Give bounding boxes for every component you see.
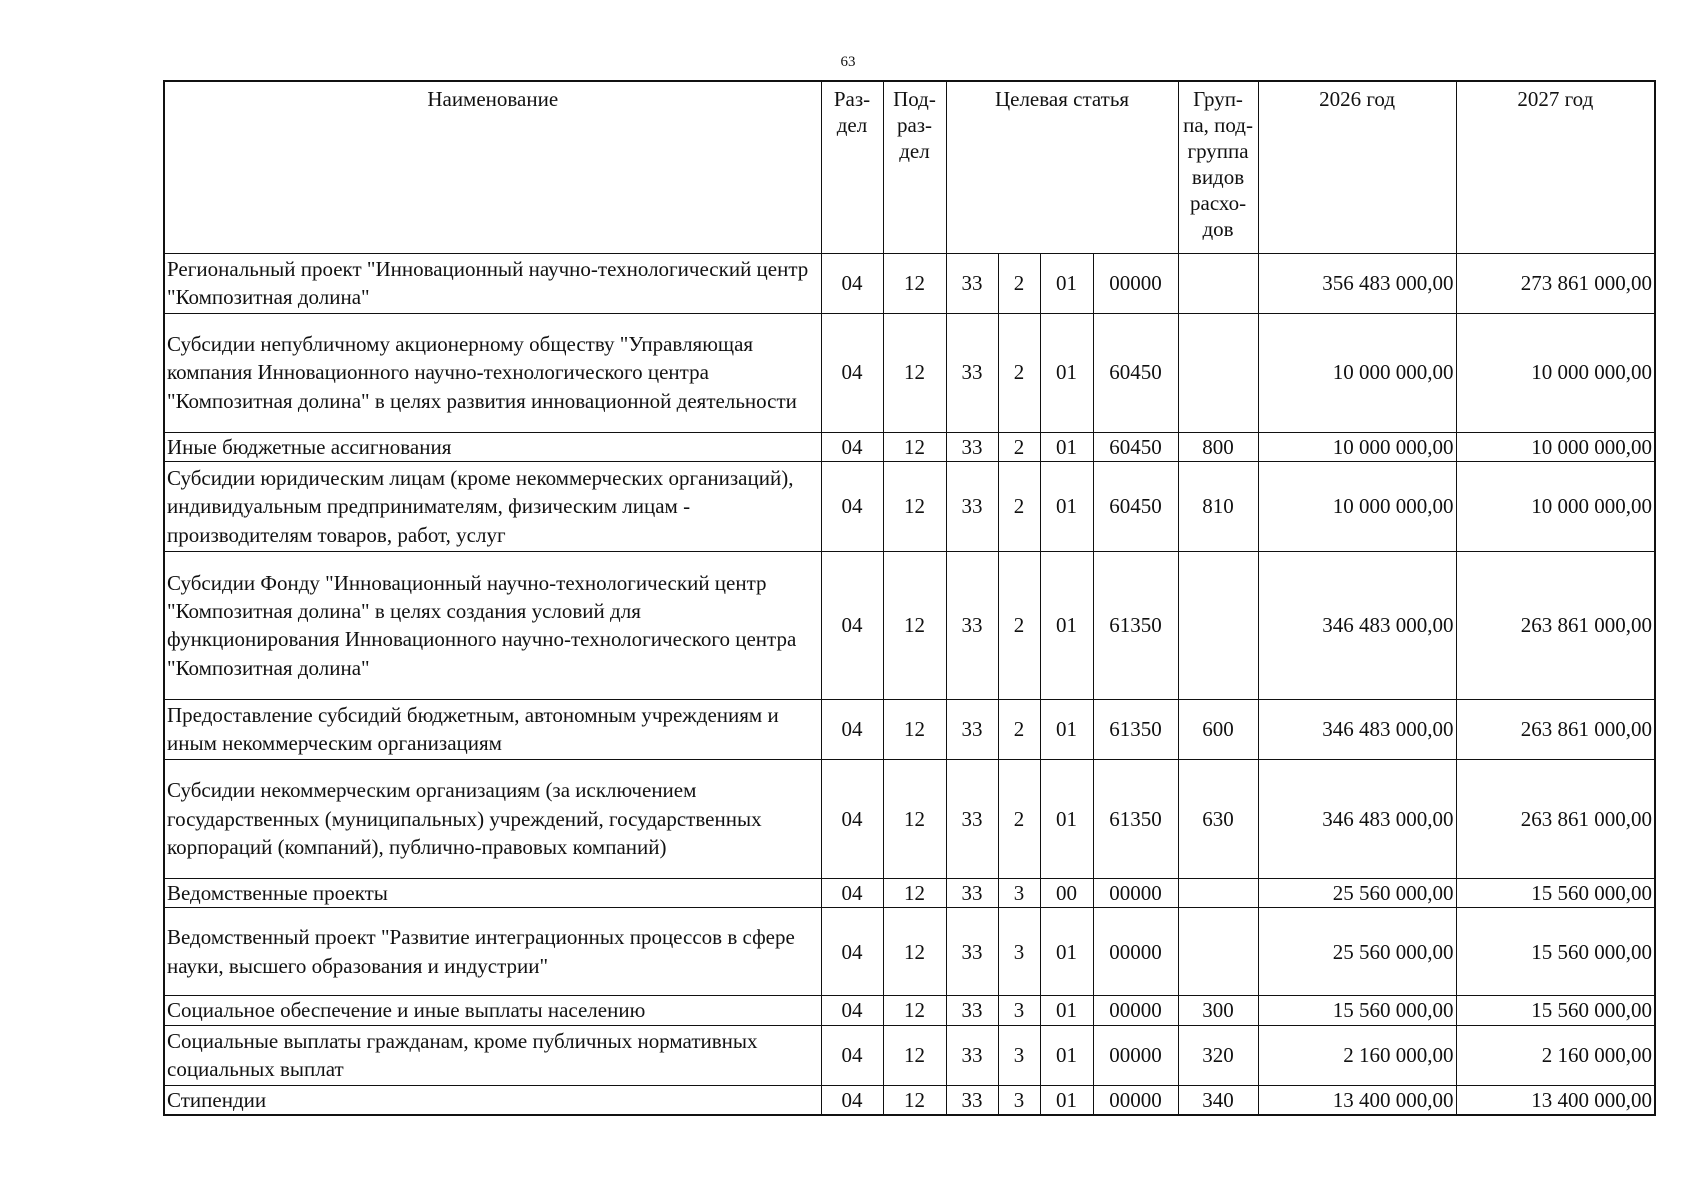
row-target-program: 33 [946,461,998,551]
row-target-program: 33 [946,878,998,907]
row-amount-2027: 10 000 000,00 [1456,432,1655,461]
row-section: 04 [821,759,883,878]
row-amount-2026: 15 560 000,00 [1258,996,1456,1025]
table-body [164,253,1655,1115]
row-expense-group [1178,908,1258,996]
row-expense-group: 300 [1178,996,1258,1025]
row-name: Социальные выплаты гражданам, кроме публичных нормативных социальных выплат [164,1025,821,1085]
table-row [164,1085,1655,1115]
row-expense-group [1178,551,1258,699]
row-target-project: 01 [1040,432,1093,461]
row-name: Субсидии непубличному акционерному обществу "Управляющая компания Инновационного научно-технологического центра "Композитная долина" в целях развития инновационной деятельности [164,313,821,432]
row-target-type: 3 [998,1025,1040,1085]
row-amount-2027: 10 000 000,00 [1456,313,1655,432]
row-target-project: 01 [1040,908,1093,996]
header-name: Наименование [164,81,821,253]
row-section: 04 [821,461,883,551]
row-target-direction: 00000 [1093,878,1178,907]
row-expense-group: 340 [1178,1085,1258,1115]
row-amount-2026: 10 000 000,00 [1258,432,1456,461]
row-target-project: 01 [1040,699,1093,759]
row-target-project: 01 [1040,759,1093,878]
page-number: 63 [840,54,856,70]
row-expense-group [1178,253,1258,313]
row-subsection: 12 [883,313,946,432]
header-year-2026: 2026 год [1258,81,1456,253]
row-target-project: 01 [1040,1025,1093,1085]
row-target-program: 33 [946,699,998,759]
row-target-direction: 60450 [1093,461,1178,551]
row-expense-group: 630 [1178,759,1258,878]
row-subsection: 12 [883,996,946,1025]
row-section: 04 [821,1025,883,1085]
row-subsection: 12 [883,253,946,313]
row-section: 04 [821,699,883,759]
row-target-type: 2 [998,699,1040,759]
row-target-program: 33 [946,1085,998,1115]
row-section: 04 [821,432,883,461]
header-row [164,81,1655,253]
row-expense-group [1178,878,1258,907]
row-section: 04 [821,996,883,1025]
row-amount-2027: 263 861 000,00 [1456,551,1655,699]
row-subsection: 12 [883,1085,946,1115]
budget-table [163,80,1656,1116]
table-row [164,313,1655,432]
row-target-project: 00 [1040,878,1093,907]
table-row [164,878,1655,907]
table-row [164,461,1655,551]
row-amount-2027: 2 160 000,00 [1456,1025,1655,1085]
row-target-project: 01 [1040,551,1093,699]
row-target-direction: 00000 [1093,1025,1178,1085]
row-name: Субсидии юридическим лицам (кроме некоммерческих организаций), индивидуальным предпринимателям, физическим лицам - производителям товаров, работ, услуг [164,461,821,551]
row-amount-2026: 25 560 000,00 [1258,878,1456,907]
header-expense-group: Груп- па, под- группа видов расхо- дов [1178,81,1258,253]
row-expense-group: 810 [1178,461,1258,551]
row-amount-2026: 10 000 000,00 [1258,461,1456,551]
row-target-direction: 00000 [1093,253,1178,313]
row-target-program: 33 [946,313,998,432]
row-target-project: 01 [1040,996,1093,1025]
row-amount-2026: 346 483 000,00 [1258,551,1456,699]
table-row [164,759,1655,878]
row-expense-group: 320 [1178,1025,1258,1085]
row-target-project: 01 [1040,313,1093,432]
row-target-direction: 61350 [1093,551,1178,699]
row-section: 04 [821,253,883,313]
header-year-2027: 2027 год [1456,81,1655,253]
row-subsection: 12 [883,699,946,759]
row-amount-2026: 10 000 000,00 [1258,313,1456,432]
row-amount-2026: 25 560 000,00 [1258,908,1456,996]
row-target-direction: 61350 [1093,699,1178,759]
row-target-program: 33 [946,908,998,996]
row-target-direction: 00000 [1093,1085,1178,1115]
row-amount-2026: 2 160 000,00 [1258,1025,1456,1085]
row-target-program: 33 [946,551,998,699]
table-row [164,253,1655,313]
row-amount-2027: 263 861 000,00 [1456,759,1655,878]
row-amount-2026: 356 483 000,00 [1258,253,1456,313]
row-name: Региональный проект "Инновационный научно-технологический центр "Композитная долина" [164,253,821,313]
table-row [164,996,1655,1025]
row-subsection: 12 [883,432,946,461]
row-expense-group [1178,313,1258,432]
row-amount-2027: 13 400 000,00 [1456,1085,1655,1115]
row-target-program: 33 [946,1025,998,1085]
row-section: 04 [821,551,883,699]
row-subsection: 12 [883,759,946,878]
row-subsection: 12 [883,461,946,551]
row-name: Социальное обеспечение и иные выплаты населению [164,996,821,1025]
row-amount-2027: 15 560 000,00 [1456,908,1655,996]
row-name: Ведомственный проект "Развитие интеграционных процессов в сфере науки, высшего образования и индустрии" [164,908,821,996]
row-name: Иные бюджетные ассигнования [164,432,821,461]
row-section: 04 [821,908,883,996]
row-target-project: 01 [1040,1085,1093,1115]
row-target-direction: 00000 [1093,908,1178,996]
row-section: 04 [821,1085,883,1115]
row-amount-2026: 346 483 000,00 [1258,759,1456,878]
row-section: 04 [821,878,883,907]
header-subsection: Под- раз- дел [883,81,946,253]
row-target-type: 2 [998,432,1040,461]
row-subsection: 12 [883,1025,946,1085]
row-amount-2026: 13 400 000,00 [1258,1085,1456,1115]
row-subsection: 12 [883,551,946,699]
row-expense-group: 600 [1178,699,1258,759]
row-target-program: 33 [946,996,998,1025]
header-section: Раз- дел [821,81,883,253]
row-target-direction: 60450 [1093,432,1178,461]
row-name: Стипендии [164,1085,821,1115]
row-name: Субсидии некоммерческим организациям (за исключением государственных (муниципальных) учреждений, государственных корпораций (компаний), публично-правовых компаний) [164,759,821,878]
row-target-project: 01 [1040,253,1093,313]
row-target-type: 3 [998,878,1040,907]
row-target-direction: 00000 [1093,996,1178,1025]
row-target-direction: 61350 [1093,759,1178,878]
row-amount-2027: 273 861 000,00 [1456,253,1655,313]
row-target-type: 2 [998,461,1040,551]
row-target-program: 33 [946,759,998,878]
row-section: 04 [821,313,883,432]
row-target-type: 2 [998,551,1040,699]
row-amount-2027: 15 560 000,00 [1456,878,1655,907]
table-row [164,551,1655,699]
table-row [164,432,1655,461]
row-amount-2027: 10 000 000,00 [1456,461,1655,551]
row-subsection: 12 [883,908,946,996]
table-row [164,908,1655,996]
row-target-type: 2 [998,313,1040,432]
row-target-type: 2 [998,759,1040,878]
row-amount-2027: 15 560 000,00 [1456,996,1655,1025]
row-name: Предоставление субсидий бюджетным, автономным учреждениям и иным некоммерческим организациям [164,699,821,759]
row-subsection: 12 [883,878,946,907]
row-name: Ведомственные проекты [164,878,821,907]
row-target-type: 3 [998,1085,1040,1115]
row-target-type: 3 [998,908,1040,996]
row-target-direction: 60450 [1093,313,1178,432]
row-target-program: 33 [946,432,998,461]
table-row [164,699,1655,759]
row-target-type: 3 [998,996,1040,1025]
row-expense-group: 800 [1178,432,1258,461]
row-target-project: 01 [1040,461,1093,551]
row-amount-2026: 346 483 000,00 [1258,699,1456,759]
row-name: Субсидии Фонду "Инновационный научно-технологический центр "Композитная долина" в целях создания условий для функционирования Инновационного научно-технологического центра "Композитная долина" [164,551,821,699]
header-target-article: Целевая статья [946,81,1178,253]
row-target-type: 2 [998,253,1040,313]
table-row [164,1025,1655,1085]
row-target-program: 33 [946,253,998,313]
row-amount-2027: 263 861 000,00 [1456,699,1655,759]
